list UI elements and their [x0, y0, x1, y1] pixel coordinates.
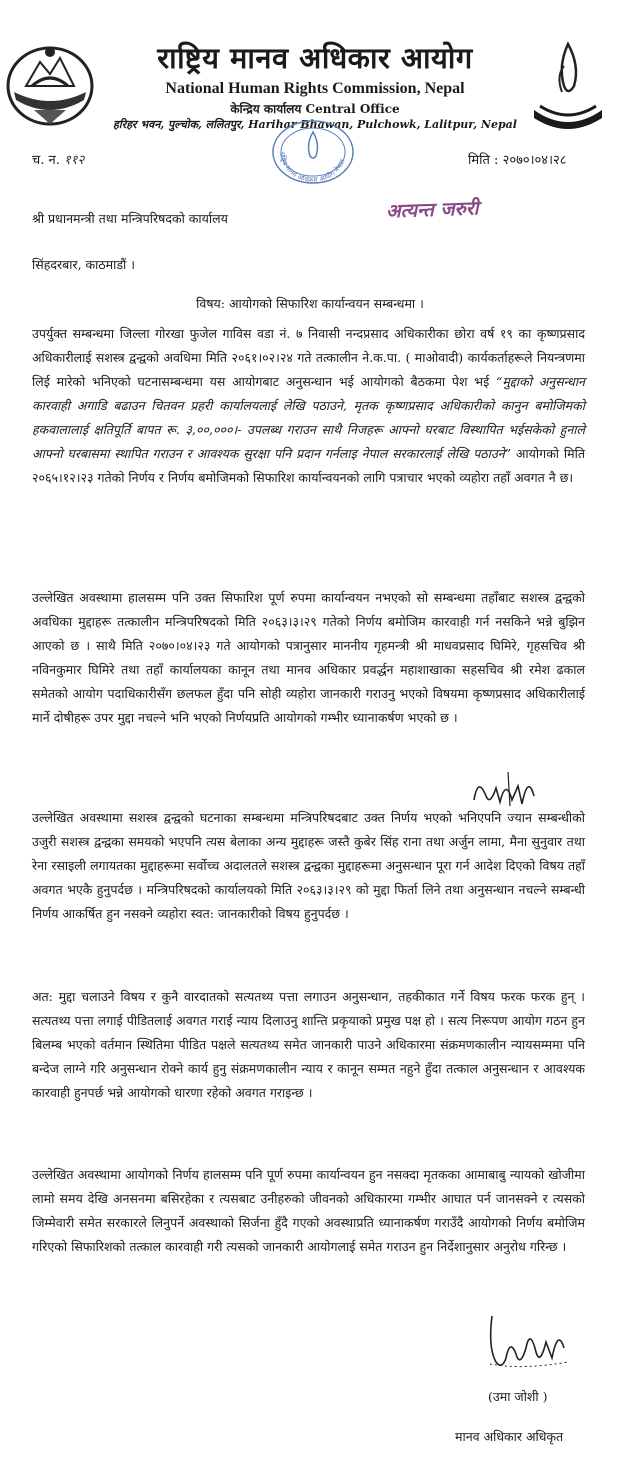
letter-subject: विषय: आयोगको सिफारिश कार्यान्वयन सम्बन्धमा ।: [196, 296, 424, 311]
paragraph-5: उल्लेखित अवस्थामा आयोगको निर्णय हालसम्म पनि पूर्ण रुपमा कार्यान्वयन हुन नसक्दा मृतकका आमाबाबु न्यायको खोजीमा लामो समय देखि अनसनमा बसिरहेका र त्यसबाट उनीहरुको जीवनको अधिकारमा गम्भीर आघात पर्न जानसक्ने र त्यसको जिम्मेवारी समेत सरकारले लिनुपर्ने अवस्थाको सिर्जना हुँदै गएको अवस्थाप्रति ध्यानाकर्षण गराउँदै आयोगको निर्णय बमोजिम गरिएको सिफारिशको तत्काल कारवाही गरी त्यसको जानकारी आयोगलाई समेत गराउन हुन निर्देशानुसार अनुरोध गरिन्छ ।: [32, 1167, 585, 1254]
letterhead-title-english: National Human Rights Commission, Nepal: [165, 80, 465, 97]
official-seal: [268, 118, 358, 186]
reference-number: [32, 150, 84, 168]
recipient-office: श्री प्रधानमन्त्री तथा मन्त्रिपरिषदको कार्यालय: [32, 211, 228, 226]
paragraph-3: उल्लेखित अवस्थामा सशस्त्र द्वन्द्वको घटनाका सम्बन्धमा मन्त्रिपरिषदबाट उक्त निर्णय भएको भनिएपनि ज्यान सम्बन्धीको उजुरी सशस्त्र द्वन्द्वका समयको भएपनि त्यस बेलाका अन्य मुद्दाहरू जस्तै कुबेर सिंह राना तथा अर्जुन लामा, मैना सुनुवार तथा रेना रसाइली लगायतका मुद्दाहरूमा सर्वोच्च अदालतले सशस्त्र द्वन्द्वका मुद्दाहरूमा अनुसन्धान पूरा गर्न आदेश दिएको विषय तहाँ अवगत भएकै हुनुपर्दछ । मन्त्रिपरिषदको कार्यालयको मिति २०६३।३।२९ को मुद्दा फिर्ता लिने तथा अनुसन्धान नचल्ने सम्बन्धी निर्णय आकर्षित हुन नसक्ने व्यहोरा स्वत: जानकारीको विषय हुनुपर्दछ ।: [32, 810, 585, 921]
paragraph-2: उल्लेखित अवस्थामा हालसम्म पनि उक्त सिफारिश पूर्ण रुपमा कार्यान्वयन नभएको सो सम्बन्धमा तहाँबाट सशस्त्र द्वन्द्वको अवधिका मुद्दाहरू तत्कालीन मन्त्रिपरिषदको मिति २०६३।३।२९ गतेको निर्णय बमोजिम कारवाही गर्न नसकिने भन्ने बुझिन आएको छ । साथै मिति २०७०।०४।२३ गते आयोगको पत्रानुसार माननीय गृहमन्त्री श्री माधवप्रसाद घिमिरे, गृहसचिव श्री नविनकुमार घिमिरे तथा तहाँ कार्यालयका कानून तथा मानव अधिकार प्रवर्द्धन महाशाखाका सहसचिव श्री रमेश ढकाल समेतको आयोग पदाधिकारीसँग छलफल हुँदा पनि सोही व्यहोरा जानकारी गराउनु भएको विषयमा कृष्णप्रसाद अधिकारीलाई मार्ने दोषीहरू उपर मुद्दा नचल्ने भनि भएको निर्णयप्रति आयोगको गम्भीर ध्यानाकर्षण भएको छ ।: [32, 590, 585, 725]
date-label: मिति :: [468, 153, 499, 168]
office-address: हरिहर भवन, पुल्चोक, ललितपुर, Harihar Bhawan, Pulchowk, Lalitpur, Nepal: [113, 118, 517, 131]
office-label: केन्द्रिय कार्यालय Central Office: [230, 102, 400, 116]
handwritten-signature: [482, 1308, 574, 1382]
urgent-stamp: अत्यन्त जरुरी: [385, 197, 479, 223]
reference-label: च. न.: [32, 153, 60, 168]
seal-text: राष्ट्रिय मानव अधिकार आयोग नेपाल: [277, 151, 347, 185]
reference-value: ११२: [64, 153, 85, 168]
paragraph-4: अत: मुद्दा चलाउने विषय र कुनै वारदातको सत्यतथ्य पत्ता लगाउन अनुसन्धान, तहकीकात गर्ने विषय फरक फरक हुन् । सत्यतथ्य पत्ता लगाई पीडितलाई अवगत गराई न्याय दिलाउनु शान्ति प्रकृयाको प्रमुख पक्ष हो । सत्य निरूपण आयोग गठन हुन बिलम्ब भएको वर्तमान स्थितिमा पीडित पक्षले सत्यतथ्य समेत जानकारी पाउने अधिकारमा संक्रमणकालीन न्यायसम्ममा पनि बन्देज लाग्ने गरि अनुसन्धान रोक्ने कार्य हुनु संक्रमणकालीन न्याय र कानून सम्मत नहुने हुँदा तत्काल अनुसन्धान र आवश्यक कारवाही हुनपर्छ भन्ने आयोगको धारणा रहेको अवगत गराइन्छ ।: [32, 989, 585, 1100]
signatory-name: (उमा जोशी ): [488, 1389, 548, 1404]
paragraph-1-quote: “मुद्दाको अनुसन्धान कारवाही अगाडि बढाउन चितवन प्रहरी कार्यालयलाई लेखि पठाउने, मृतक कृष्णप्रसाद अधिकारीको कानुन बमोजिमको हकवालालाई क्षतिपूर्ति बापत रू. ३,००,०००।- उपलब्ध गराउन साथै निजहरू आफ्नो घरबाट विस्थापित भईसकेको हुनाले आफ्नो घरबासमा स्थापित गराउन र आवश्यक सुरक्षा पनि प्रदान गर्नलाइ नेपाल सरकारलाई लेखि पठाउने”: [32, 374, 585, 461]
paragraph-1-intro: उपर्युक्त सम्बन्धमा जिल्ला गोरखा फुजेल गाविस वडा नं. ७ निवासी नन्दप्रसाद अधिकारीका छोरा वर्ष १९ का कृष्णप्रसाद अधिकारीलाई सशस्त्र द्वन्द्वको अवधिमा मिति २०६१।०२।२४ गते तत्कालीन ने.क.पा. ( माओवादी) कार्यकर्ताहरूले नियन्त्रणमा लिई मारेको भनिएको घटनासम्बन्धमा यस आयोगबाट अनुसन्धान भई आयोगको बैठकमा पेश भई: [32, 326, 585, 389]
recipient-address: सिंहदरबार, काठमाडौं ।: [32, 257, 135, 272]
date-value: २०७०।०४।२८: [502, 153, 567, 168]
paragraph-1-outro: आयोगको मिति २०६५।१२।२३ गतेको निर्णय र निर्णय बमोजिमको सिफारिश कार्यान्वयनको लागि पत्राचार भएको व्यहोरा तहाँ अवगत नै छ।: [32, 446, 585, 485]
letter-date: [468, 150, 567, 168]
commission-logo-icon: [528, 36, 608, 136]
paragraph-1: [32, 322, 585, 490]
government-emblem-icon: [4, 40, 96, 128]
initials-signature: [468, 766, 548, 810]
signatory-designation: मानव अधिकार अधिकृत: [455, 1429, 564, 1444]
letterhead-title-nepali: राष्ट्रिय मानव अधिकार आयोग: [157, 41, 473, 75]
svg-text:राष्ट्रिय मानव अधिकार आयोग नेप: [278, 151, 347, 184]
